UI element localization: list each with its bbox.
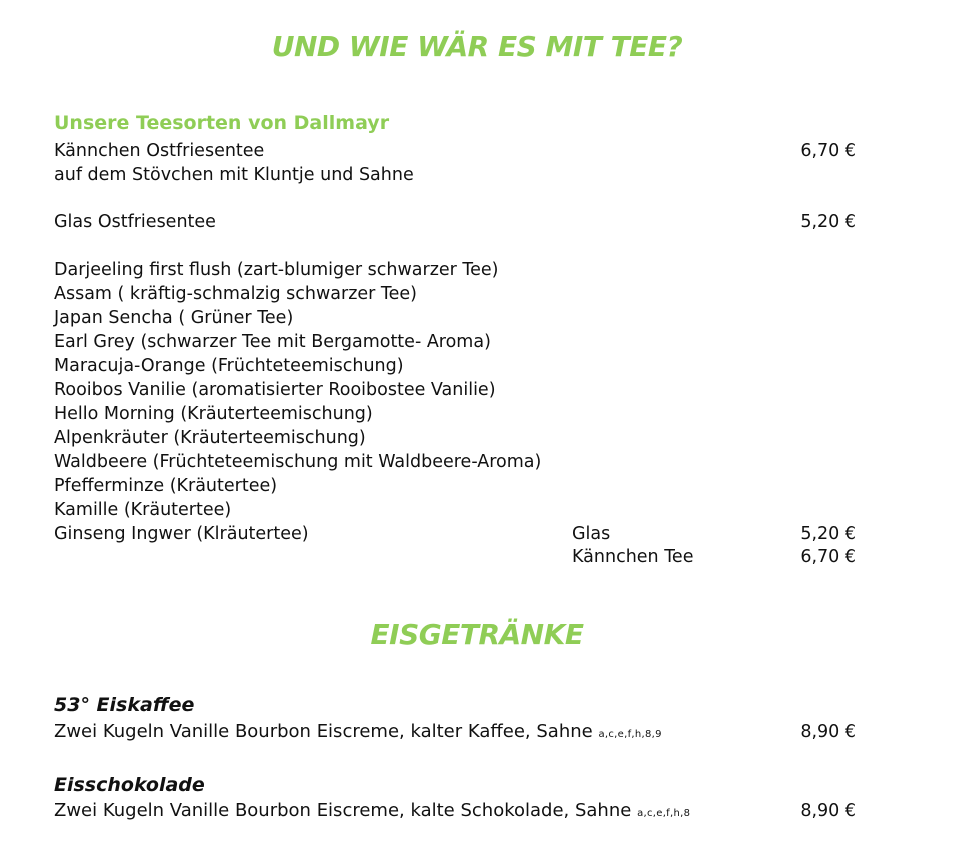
price-kannchen: 6,70 € — [800, 547, 856, 567]
price-glas: 5,20 € — [800, 524, 856, 544]
item-name-kannchen-ostfriesentee: Kännchen Ostfriesentee — [54, 141, 265, 161]
tea-sort: Hello Morning (Kräuterteemischung) — [54, 404, 373, 424]
tea-sort: Waldbeere (Früchteteemischung mit Waldbeere-Aroma) — [54, 452, 542, 472]
size-label-glas: Glas — [572, 524, 611, 544]
tea-sort: Ginseng Ingwer (Klräutertee) — [54, 524, 309, 544]
item-desc-eiskaffee — [54, 720, 662, 747]
tea-sort: Maracuja-Orange (Früchteteemischung) — [54, 356, 404, 376]
item-desc-kannchen-ostfriesentee: auf dem Stövchen mit Kluntje und Sahne — [54, 165, 414, 185]
allergen-codes: a,c,e,f,h,8 — [637, 808, 691, 819]
page-title-tee: UND WIE WÄR ES MIT TEE? — [271, 30, 683, 63]
allergen-codes: a,c,e,f,h,8,9 — [598, 729, 662, 740]
tea-sort: Japan Sencha ( Grüner Tee) — [54, 308, 294, 328]
item-price-eisschokolade: 8,90 € — [800, 801, 856, 821]
tea-sort: Alpenkräuter (Kräuterteemischung) — [54, 428, 366, 448]
tea-sort: Rooibos Vanilie (aromatisierter Rooibostee Vanilie) — [54, 380, 496, 400]
item-desc-text: Zwei Kugeln Vanille Bourbon Eiscreme, kalte Schokolade, Sahne — [54, 800, 632, 821]
tea-sort: Darjeeling first flush (zart-blumiger schwarzer Tee) — [54, 260, 499, 280]
tea-sort: Assam ( kräftig-schmalzig schwarzer Tee) — [54, 284, 418, 304]
item-desc-eisschokolade — [54, 799, 690, 826]
size-label-kannchen: Kännchen Tee — [572, 547, 694, 567]
section-title-eisgetraenke: EISGETRÄNKE — [370, 618, 584, 651]
tea-sort: Earl Grey (schwarzer Tee mit Bergamotte- Aroma) — [54, 332, 491, 352]
section-heading-dallmayr: Unsere Teesorten von Dallmayr — [54, 112, 390, 134]
item-name-eisschokolade: Eisschokolade — [54, 774, 205, 796]
item-name-glas-ostfriesentee: Glas Ostfriesentee — [54, 212, 216, 232]
item-name-eiskaffee: 53° Eiskaffee — [54, 694, 195, 716]
item-desc-text: Zwei Kugeln Vanille Bourbon Eiscreme, kalter Kaffee, Sahne — [54, 721, 593, 742]
item-price-kannchen-ostfriesentee: 6,70 € — [800, 141, 856, 161]
item-price-eiskaffee: 8,90 € — [800, 722, 856, 742]
tea-sort: Pfefferminze (Kräutertee) — [54, 476, 278, 496]
tea-sort: Kamille (Kräutertee) — [54, 500, 232, 520]
item-price-glas-ostfriesentee: 5,20 € — [800, 212, 856, 232]
